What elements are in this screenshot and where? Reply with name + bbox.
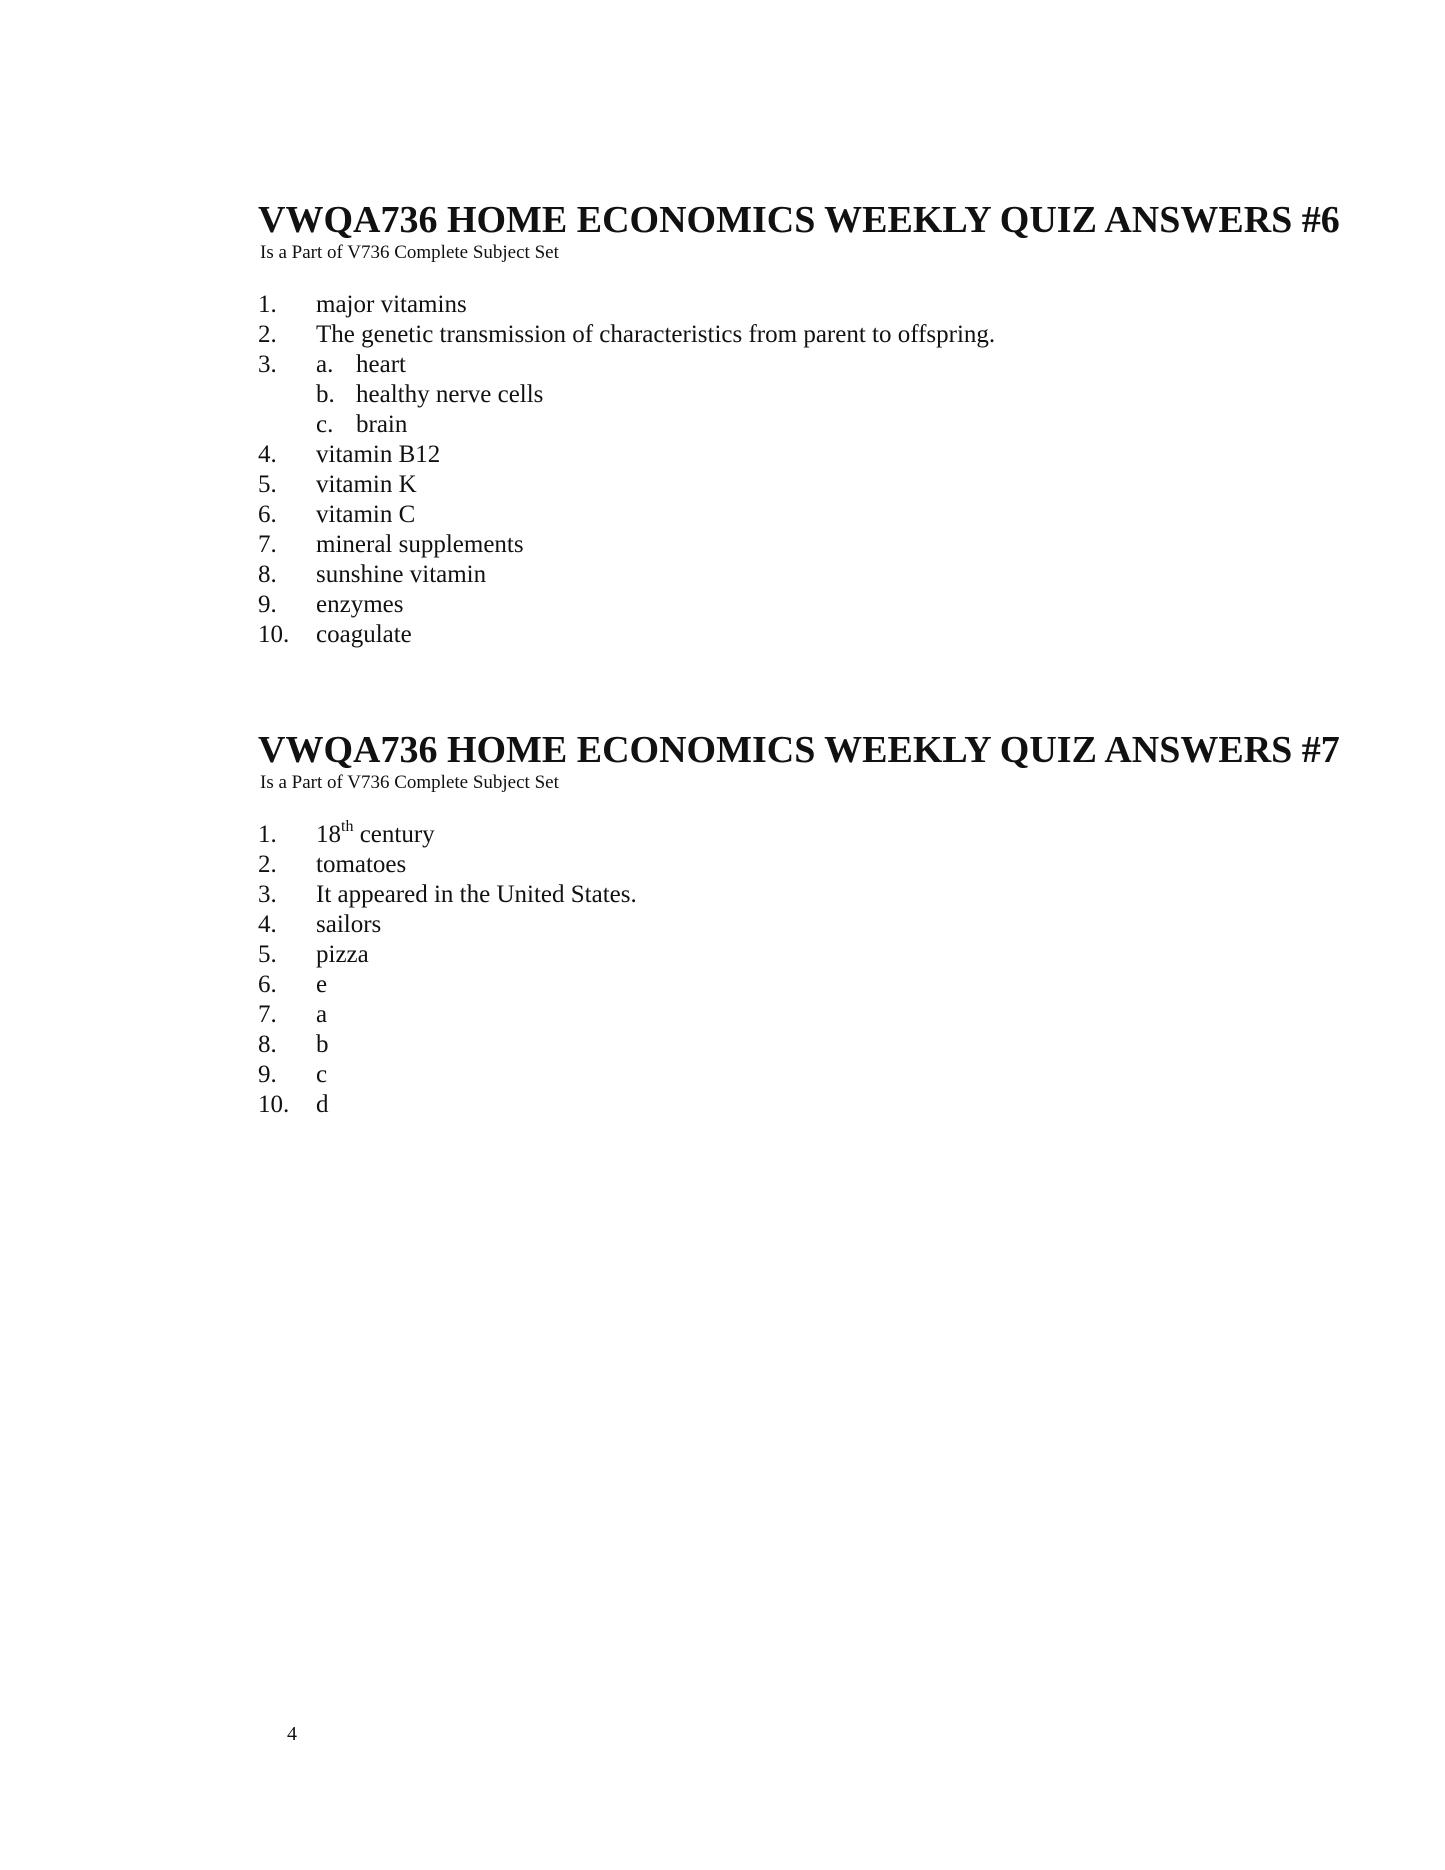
sub-answer-letter: b. bbox=[316, 381, 335, 408]
answer-item bbox=[258, 560, 1358, 590]
answer-number: 1. bbox=[258, 821, 277, 848]
answer-item bbox=[258, 1090, 1358, 1120]
answer-number: 4. bbox=[258, 441, 277, 468]
sub-answer-item bbox=[316, 380, 1358, 410]
answer-number: 6. bbox=[258, 501, 277, 528]
sub-answer-list bbox=[316, 350, 1358, 440]
answer-item bbox=[258, 590, 1358, 620]
answer-text: tomatoes bbox=[316, 851, 407, 878]
answer-number: 2. bbox=[258, 851, 277, 878]
answer-number: 5. bbox=[258, 471, 277, 498]
answer-number: 2. bbox=[258, 321, 277, 348]
answer-item bbox=[258, 940, 1358, 970]
section-subtitle: Is a Part of V736 Complete Subject Set bbox=[260, 772, 559, 793]
answer-text: vitamin B12 bbox=[316, 441, 441, 468]
sub-answer-text: heart bbox=[356, 351, 406, 378]
answer-text: e bbox=[316, 971, 328, 998]
answer-text: d bbox=[316, 1091, 329, 1118]
sub-answer-item bbox=[316, 350, 1358, 380]
sub-answer-text: brain bbox=[356, 411, 408, 438]
answer-item bbox=[258, 620, 1358, 650]
answer-item bbox=[258, 817, 1358, 850]
page-number: 4 bbox=[287, 1723, 297, 1745]
answer-item bbox=[258, 1030, 1358, 1060]
answer-text: b bbox=[316, 1031, 329, 1058]
answer-list bbox=[258, 290, 1358, 650]
answer-text: It appeared in the United States. bbox=[316, 881, 637, 908]
answer-number: 3. bbox=[258, 351, 277, 378]
section-subtitle: Is a Part of V736 Complete Subject Set bbox=[260, 242, 559, 263]
answer-text: c bbox=[316, 1061, 328, 1088]
answer-text-after: century bbox=[353, 821, 435, 848]
answer-item bbox=[258, 530, 1358, 560]
answer-number: 7. bbox=[258, 1001, 277, 1028]
section-title: VWQA736 HOME ECONOMICS WEEKLY QUIZ ANSWERS #6 bbox=[258, 199, 1340, 241]
answer-item bbox=[258, 500, 1358, 530]
answer-number: 9. bbox=[258, 1061, 277, 1088]
answer-item bbox=[258, 470, 1358, 500]
answer-number: 7. bbox=[258, 531, 277, 558]
answer-number: 5. bbox=[258, 941, 277, 968]
answer-item bbox=[258, 440, 1358, 470]
answer-item bbox=[258, 910, 1358, 940]
answer-item bbox=[258, 290, 1358, 320]
answer-text: sunshine vitamin bbox=[316, 561, 487, 588]
answer-superscript: th bbox=[341, 817, 354, 835]
section-title: VWQA736 HOME ECONOMICS WEEKLY QUIZ ANSWERS #7 bbox=[258, 729, 1340, 771]
answer-text: major vitamins bbox=[316, 291, 467, 318]
answer-number: 8. bbox=[258, 561, 277, 588]
answer-item bbox=[258, 320, 1358, 350]
answer-item bbox=[258, 350, 1358, 440]
answer-number: 1. bbox=[258, 291, 277, 318]
sub-answer-text: healthy nerve cells bbox=[356, 381, 544, 408]
sub-answer-letter: a. bbox=[316, 351, 334, 378]
sub-answer-item bbox=[316, 410, 1358, 440]
quiz-answers-section-6 bbox=[258, 198, 1358, 650]
answer-text: The genetic transmission of characteristics from parent to offspring. bbox=[316, 321, 996, 348]
answer-list bbox=[258, 817, 1358, 1120]
answer-item bbox=[258, 1000, 1358, 1030]
quiz-answers-section-7 bbox=[258, 728, 1358, 1120]
answer-number: 10. bbox=[258, 1091, 290, 1118]
answer-number: 10. bbox=[258, 621, 290, 648]
answer-number: 8. bbox=[258, 1031, 277, 1058]
answer-number: 6. bbox=[258, 971, 277, 998]
answer-text: mineral supplements bbox=[316, 531, 524, 558]
answer-number: 3. bbox=[258, 881, 277, 908]
answer-item bbox=[258, 1060, 1358, 1090]
answer-text: 18 bbox=[316, 821, 341, 848]
answer-number: 9. bbox=[258, 591, 277, 618]
answer-text: pizza bbox=[316, 941, 369, 968]
answer-text: enzymes bbox=[316, 591, 404, 618]
answer-text: coagulate bbox=[316, 621, 412, 648]
answer-text: vitamin K bbox=[316, 471, 417, 498]
answer-number: 4. bbox=[258, 911, 277, 938]
answer-text: sailors bbox=[316, 911, 382, 938]
answer-item bbox=[258, 970, 1358, 1000]
answer-item bbox=[258, 850, 1358, 880]
sub-answer-letter: c. bbox=[316, 411, 334, 438]
answer-text: vitamin C bbox=[316, 501, 416, 528]
answer-text: a bbox=[316, 1001, 328, 1028]
answer-item bbox=[258, 880, 1358, 910]
